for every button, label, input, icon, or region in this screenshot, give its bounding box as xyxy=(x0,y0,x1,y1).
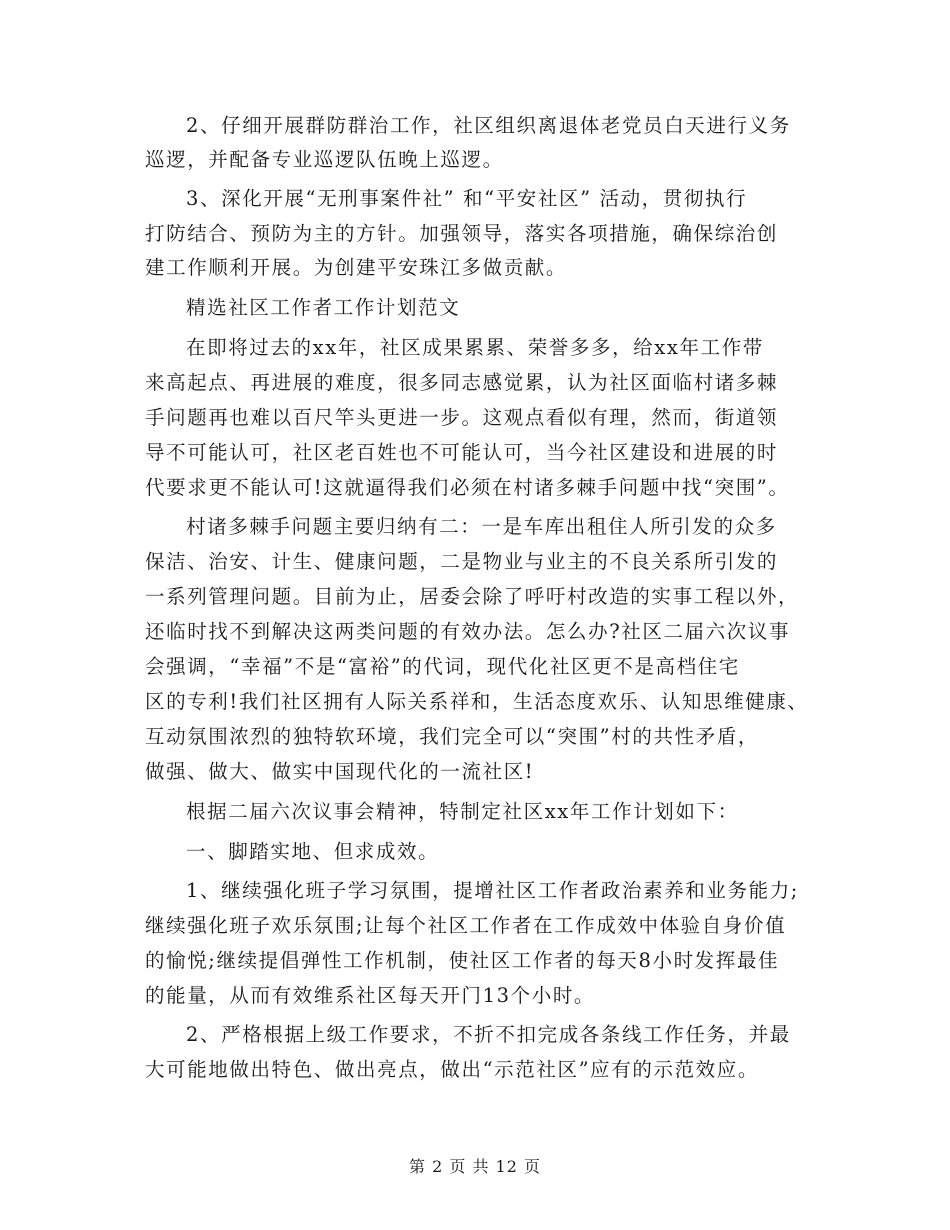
paragraph-line: 继续强化班子欢乐氛围;让每个社区工作者在工作成效中体验自身价值 xyxy=(145,914,787,937)
paragraph-line: 代要求更不能认可!这就逼得我们必须在村诸多棘手问题中找“突围”。 xyxy=(145,476,790,499)
paragraph-line: 还临时找不到解决这两类问题的有效办法。怎么办?社区二届六次议事 xyxy=(145,620,791,643)
paragraph-line: 2、仔细开展群防群治工作，社区组织离退体老党员白天进行义务 xyxy=(186,114,791,137)
paragraph-line: 打防结合、预防为主的方针。加强领导，落实各项措施，确保综治创 xyxy=(145,222,779,245)
paragraph-line: 根据二届六次议事会精神，特制定社区xx年工作计划如下： xyxy=(186,800,739,823)
section-heading: 精选社区工作者工作计划范文 xyxy=(186,296,461,319)
paragraph-line: 会强调，“幸福”不是“富裕”的代词，现代化社区更不是高档住宅 xyxy=(145,655,740,678)
paragraph-line: 在即将过去的xx年，社区成果累累、荣誉多多，给xx年工作带 xyxy=(186,336,764,359)
paragraph-line: 一、脚踏实地、但求成效。 xyxy=(186,840,440,863)
paragraph-line: 的愉悦;继续提倡弹性工作机制，使社区工作者的每天8小时发挥最佳 xyxy=(145,949,780,972)
paragraph-line: 2、严格根据上级工作要求，不折不扣完成各条线工作任务，并最 xyxy=(186,1023,791,1046)
paragraph-line: 3、深化开展“无刑事案件社” 和“平安社区” 活动，贯彻执行 xyxy=(186,187,748,210)
paragraph-line: 一系列管理问题。目前为止，居委会除了呼吁村改造的实事工程以外， xyxy=(145,585,800,608)
page-footer xyxy=(0,1156,950,1178)
paragraph-line: 1、继续强化班子学习氛围，提增社区工作者政治素养和业务能力; xyxy=(186,879,799,902)
total-page-count: 12 xyxy=(495,1157,518,1176)
paragraph-line: 来高起点、再进展的难度，很多同志感觉累，认为社区面临村诸多棘 xyxy=(145,371,779,394)
paragraph-line: 巡逻，并配备专业巡逻队伍晚上巡逻。 xyxy=(145,148,504,171)
paragraph-line: 的能量，从而有效维系社区每天开门13个小时。 xyxy=(145,984,596,1007)
footer-middle: 页 共 xyxy=(449,1157,490,1176)
paragraph-line: 村诸多棘手问题主要归纳有二：一是车库出租住人所引发的众多 xyxy=(186,515,777,538)
paragraph-line: 互动氛围浓烈的独特软环境，我们完全可以“突围”村的共性矛盾， xyxy=(145,725,759,748)
paragraph-line: 区的专利!我们社区拥有人际关系祥和，生活态度欢乐、认知思维健康、 xyxy=(145,690,809,713)
paragraph-line: 手问题再也难以百尺竿头更进一步。这观点看似有理，然而，街道领 xyxy=(145,406,779,429)
paragraph-line: 大可能地做出特色、做出亮点，做出“示范社区”应有的示范效应。 xyxy=(145,1058,759,1081)
paragraph-line: 保洁、治安、计生、健康问题，二是物业与业主的不良关系所引发的 xyxy=(145,550,779,573)
paragraph-line: 做强、做大、做实中国现代化的一流社区! xyxy=(145,760,535,783)
paragraph-line: 导不可能认可，社区老百姓也不可能认可，当今社区建设和进展的时 xyxy=(145,441,779,464)
paragraph-line: 建工作顺利开展。为创建平安珠江多做贡献。 xyxy=(145,256,568,279)
footer-prefix: 第 xyxy=(408,1157,426,1176)
footer-suffix: 页 xyxy=(524,1157,542,1176)
current-page-number: 2 xyxy=(432,1157,444,1176)
